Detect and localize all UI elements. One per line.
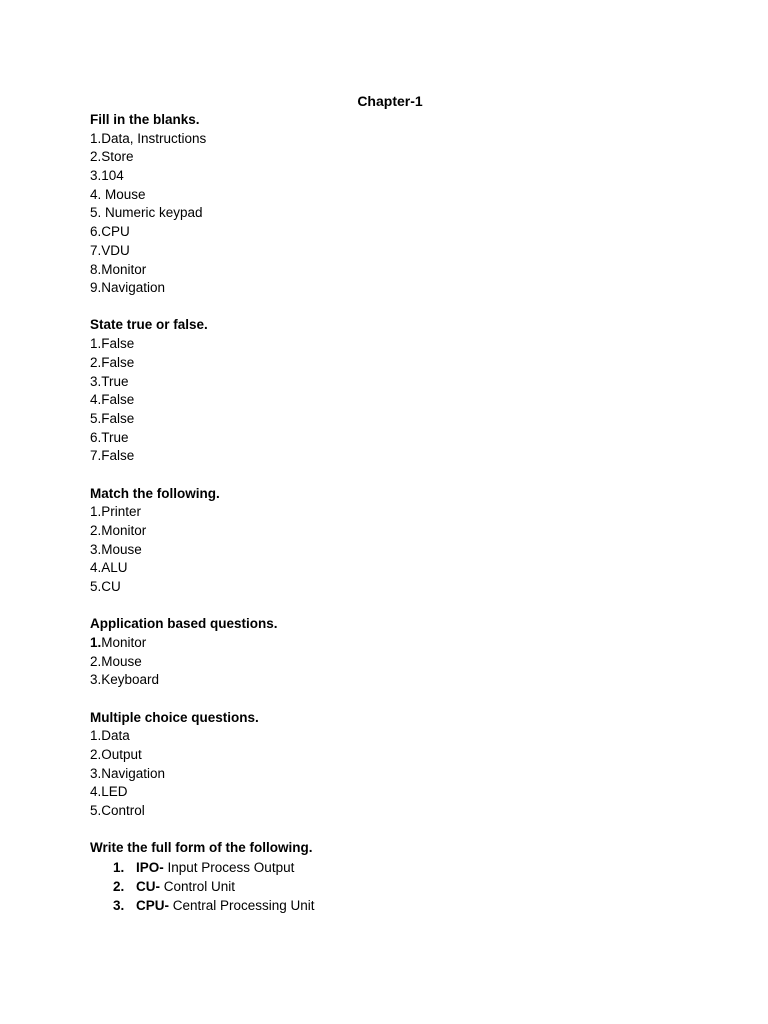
section-heading: Fill in the blanks. <box>90 112 200 127</box>
item-number: 1. <box>90 634 102 650</box>
section-full-forms <box>90 839 690 915</box>
item-text: Monitor <box>101 634 147 650</box>
section-true-or-false <box>90 316 690 466</box>
item-number: 2. <box>113 879 125 895</box>
expansion: Central Processing Unit <box>169 898 315 914</box>
abbreviation: CU- <box>136 879 160 895</box>
page-title: Chapter-1 <box>357 93 423 109</box>
expansion: Control Unit <box>160 879 236 895</box>
answer-item: 5.Control <box>90 803 145 819</box>
section-fill-in-the-blanks <box>90 111 690 298</box>
answer-item: 3.Mouse <box>90 541 142 557</box>
answer-item: 2.Monitor <box>90 522 147 538</box>
answer-item: 4.LED <box>90 784 128 800</box>
item-number: 1. <box>113 860 125 876</box>
section-application-based <box>90 615 690 690</box>
full-form-item <box>90 858 690 877</box>
answer-item: 2.False <box>90 354 135 370</box>
answer-item: 1.Data <box>90 728 130 744</box>
answer-item: 3.Navigation <box>90 765 166 781</box>
answer-item: 5.False <box>90 410 135 426</box>
section-multiple-choice <box>90 709 690 821</box>
answer-item: 3.True <box>90 373 129 389</box>
section-heading: State true or false. <box>90 317 208 333</box>
answer-item: 9.Navigation <box>90 280 166 296</box>
answer-item: 3.Keyboard <box>90 672 160 688</box>
answer-item: 4. Mouse <box>90 186 146 202</box>
answer-item: 4.ALU <box>90 560 128 576</box>
full-form-text <box>136 877 235 896</box>
full-form-text <box>136 858 294 877</box>
answer-item: 6.True <box>90 429 129 445</box>
answer-item: 1.Data, Instructions <box>90 130 207 146</box>
answer-item: 6.CPU <box>90 224 130 240</box>
expansion: Input Process Output <box>163 860 295 876</box>
section-match-the-following <box>90 485 690 597</box>
answer-item: 7.VDU <box>90 242 130 258</box>
answer-item: 1.Printer <box>90 504 142 520</box>
section-heading: Write the full form of the following. <box>90 840 313 856</box>
answer-item: 4.False <box>90 392 135 408</box>
full-form-text <box>136 896 315 915</box>
answer-item: 2.Output <box>90 747 142 762</box>
section-heading: Application based questions. <box>90 616 278 632</box>
answer-item: 7.False <box>90 448 135 464</box>
section-heading: Multiple choice questions. <box>90 709 259 725</box>
document-body <box>90 111 690 916</box>
item-number: 3. <box>113 898 125 914</box>
abbreviation: CPU- <box>136 898 169 914</box>
answer-item: 3.104 <box>90 168 124 184</box>
full-form-item <box>90 896 690 915</box>
answer-item: 2.Store <box>90 149 134 165</box>
answer-item: 5. Numeric keypad <box>90 205 203 221</box>
answer-item <box>90 634 690 653</box>
answer-item: 8.Monitor <box>90 261 147 277</box>
abbreviation: IPO- <box>136 860 164 876</box>
full-form-item <box>90 877 690 896</box>
answer-item: 2.Mouse <box>90 653 142 669</box>
answer-item: 1.False <box>90 336 135 352</box>
section-heading: Match the following. <box>90 485 220 501</box>
answer-item: 5.CU <box>90 579 121 594</box>
